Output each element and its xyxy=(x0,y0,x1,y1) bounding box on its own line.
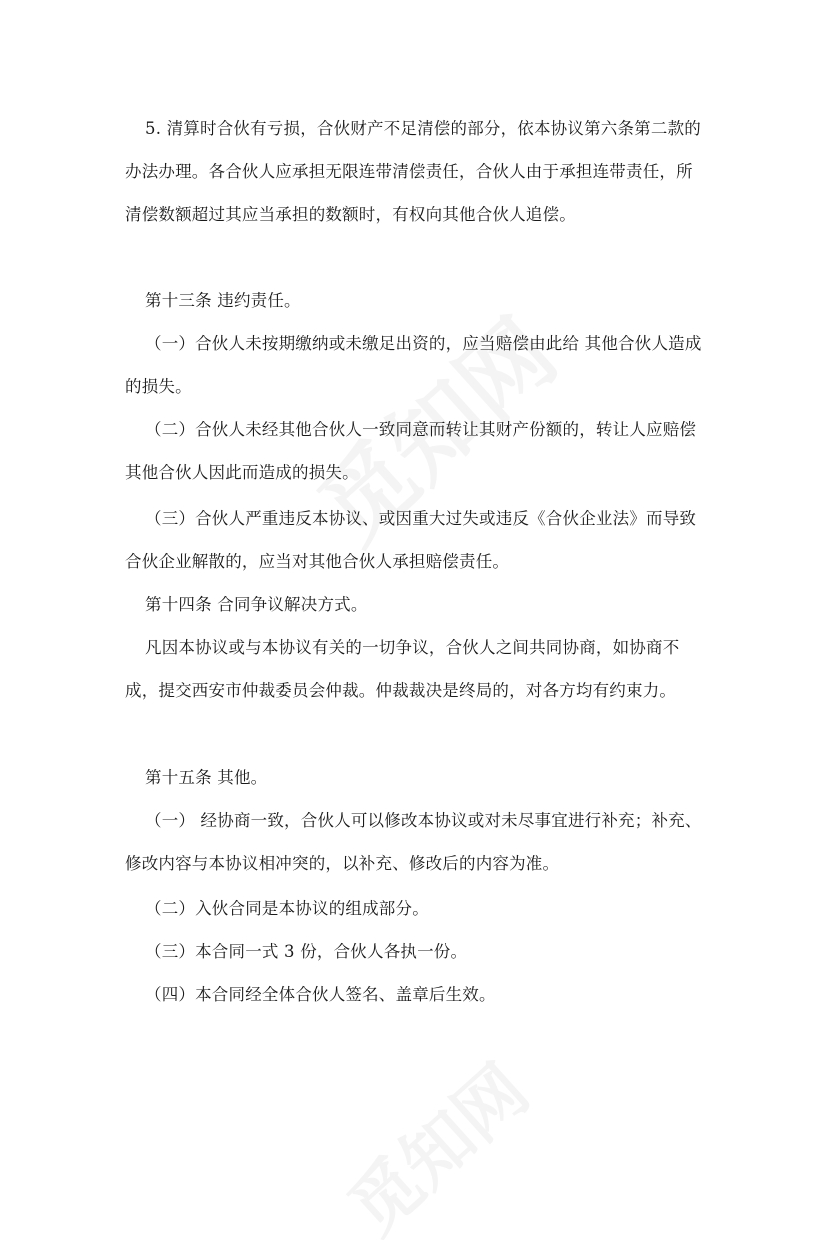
clause-13-item-2-line-2: 其他合伙人因此而造成的损失。 xyxy=(125,463,359,482)
clause-13-item-3-line-2: 合伙企业解散的，应当对其他合伙人承担赔偿责任。 xyxy=(125,552,510,571)
clause-15-item-2: （二）入伙合同是本协议的组成部分。 xyxy=(145,899,429,918)
clause-12-item-5-line-3: 清偿数额超过其应当承担的数额时，有权向其他合伙人追偿。 xyxy=(125,205,576,224)
clause-15-item-1-line-2: 修改内容与本协议相冲突的，以补充、修改后的内容为准。 xyxy=(125,854,560,873)
clause-15-item-1-line-1: （一） 经协商一致，合伙人可以修改本协议或对未尽事宜进行补充；补充、 xyxy=(145,811,702,830)
clause-15-item-3: （三）本合同一式 3 份，合伙人各执一份。 xyxy=(145,942,468,961)
clause-12-item-5-line-2: 办法办理。各合伙人应承担无限连带清偿责任，合伙人由于承担连带责任，所 xyxy=(125,162,693,181)
clause-15-item-4: （四）本合同经全体合伙人签名、盖章后生效。 xyxy=(145,985,496,1004)
clause-12-item-5-line-1: 5. 清算时合伙有亏损，合伙财产不足清偿的部分，依本协议第六条第二款的 xyxy=(145,119,701,138)
clause-14-heading: 第十四条 合同争议解决方式。 xyxy=(145,595,368,614)
clause-13-item-2-line-1: （二）合伙人未经其他合伙人一致同意而转让其财产份额的，转让人应赔偿 xyxy=(145,420,697,439)
clause-14-body-line-2: 成，提交西安市仲裁委员会仲裁。仲裁裁决是终局的，对各方均有约束力。 xyxy=(125,681,677,700)
watermark xyxy=(323,1038,547,1253)
clause-14-body-line-1: 凡因本协议或与本协议有关的一切争议，合伙人之间共同协商，如协商不 xyxy=(145,638,680,657)
clause-13-item-1-line-1: （一）合伙人未按期缴纳或未缴足出资的，应当赔偿由此给 其他合伙人造成 xyxy=(145,334,702,353)
clause-15-heading: 第十五条 其他。 xyxy=(145,768,268,787)
clause-13-item-1-line-2: 的损失。 xyxy=(125,377,192,396)
clause-13-item-3-line-1: （三）合伙人严重违反本协议、或因重大过失或违反《合伙企业法》而导致 xyxy=(145,509,697,528)
clause-13-heading: 第十三条 违约责任。 xyxy=(145,291,301,310)
